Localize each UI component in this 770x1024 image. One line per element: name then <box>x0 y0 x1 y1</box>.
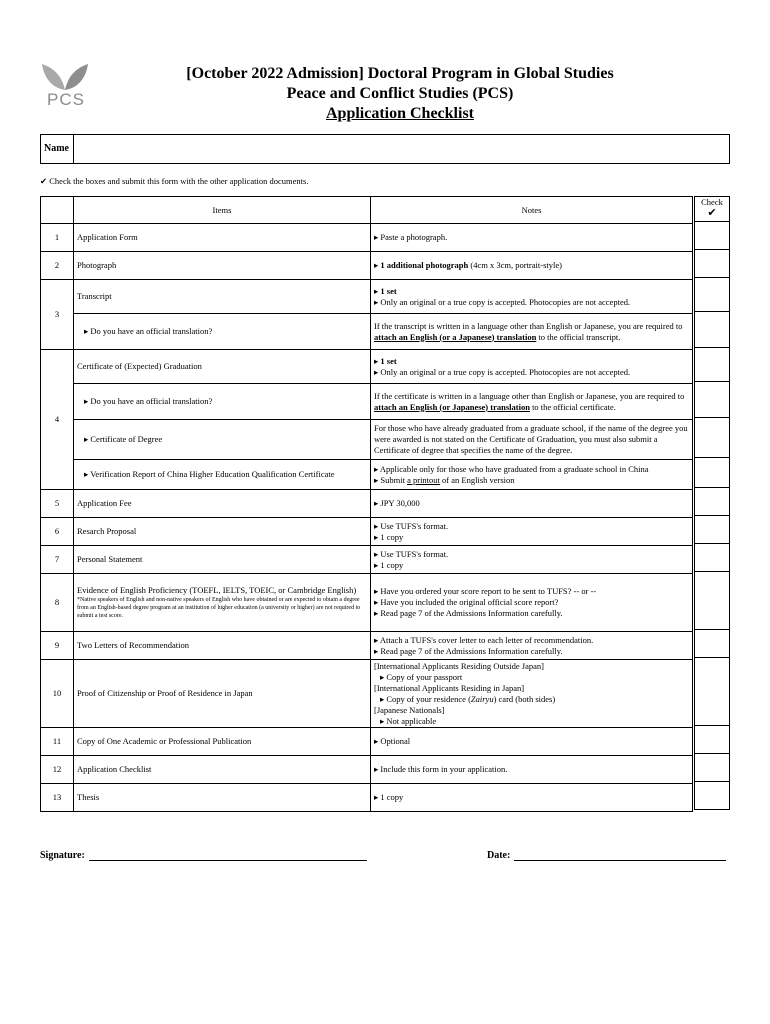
row-item: Resarch Proposal <box>74 518 371 546</box>
signature-field[interactable] <box>40 850 367 861</box>
checkbox-row-12[interactable] <box>694 754 730 782</box>
row-number: 6 <box>41 518 74 546</box>
row-note <box>371 350 693 384</box>
note-line: [International Applicants Residing in Japan] <box>374 682 525 693</box>
row-number: 11 <box>41 728 74 756</box>
table-row <box>41 252 693 280</box>
checkbox-row-13[interactable] <box>694 782 730 810</box>
instruction-text: ✔ Check the boxes and submit this form with the other application documents. <box>40 176 309 186</box>
note-line: ▸ Have you ordered your score report to be sent to TUFS? -- or -- <box>374 586 597 596</box>
table-row <box>41 756 693 784</box>
checkbox-row-9[interactable] <box>694 630 730 658</box>
note-line: ▸ Read page 7 of the Admissions Information carefully. <box>374 608 563 618</box>
table-row <box>41 384 693 420</box>
table-row <box>41 660 693 728</box>
note-rest: (4cm x 3cm, portrait-style) <box>468 260 562 270</box>
name-label: Name <box>41 135 74 163</box>
note-line: ▸ 1 set <box>374 285 397 296</box>
check-column <box>694 196 730 810</box>
note-text: to the official certificate. <box>529 401 616 412</box>
row-subitem: ▸ Verification Report of China Higher Education Qualification Certificate <box>74 460 371 490</box>
note-line: ▸ 1 copy <box>374 559 404 570</box>
row-item <box>74 574 371 632</box>
note-text: of an English version <box>439 474 515 485</box>
row-note <box>371 518 693 546</box>
checklist-table <box>40 196 693 812</box>
item-text: Evidence of English Proficiency (TOEFL, IELTS, TOEIC, or Cambridge English) <box>77 585 357 595</box>
row-note <box>371 546 693 574</box>
row-subitem: ▸ Do you have an official translation? <box>74 384 371 420</box>
row-item: Photograph <box>74 252 371 280</box>
signature-line[interactable] <box>89 851 367 861</box>
checkbox-row-3-translation[interactable] <box>694 312 730 348</box>
note-line <box>374 475 689 486</box>
logo-text: PCS <box>47 90 85 109</box>
checkbox-row-5[interactable] <box>694 488 730 516</box>
row-number: 9 <box>41 632 74 660</box>
checkbox-row-7[interactable] <box>694 544 730 572</box>
title-line-3: Application Checklist <box>325 105 474 122</box>
row-item: Certificate of (Expected) Graduation <box>74 350 371 384</box>
check-header <box>694 196 730 222</box>
note-text: to the official transcript. <box>536 331 621 342</box>
row-note: ▸ Include this form in your application. <box>371 756 693 784</box>
table-row <box>41 728 693 756</box>
name-field[interactable] <box>40 134 730 164</box>
date-field[interactable] <box>487 850 726 861</box>
note-link: a printout <box>407 474 440 485</box>
checkbox-row-4-certificate[interactable] <box>694 348 730 382</box>
table-row <box>41 574 693 632</box>
row-number: 1 <box>41 224 74 252</box>
row-number: 7 <box>41 546 74 574</box>
note-bold: ▸ 1 additional photograph <box>374 260 469 270</box>
title-line-1: [October 2022 Admission] Doctoral Program in Global Studies <box>186 65 614 82</box>
note-line <box>374 694 689 705</box>
row-number: 2 <box>41 252 74 280</box>
table-row <box>41 546 693 574</box>
row-note <box>371 280 693 314</box>
row-number: 8 <box>41 574 74 632</box>
date-line[interactable] <box>514 851 726 861</box>
table-row <box>41 420 693 460</box>
note-link: attach an English (or a Japanese) translation <box>374 331 537 342</box>
header-items: Items <box>74 197 371 224</box>
note-italic: Zairyu <box>470 693 494 704</box>
note-line: ▸ Use TUFS's format. <box>374 520 449 531</box>
table-row <box>41 350 693 384</box>
row-number: 13 <box>41 784 74 812</box>
check-mark-icon: ✔ <box>707 207 717 219</box>
row-note <box>371 660 693 728</box>
row-item: Transcript <box>74 280 371 314</box>
note-link: attach an English (or Japanese) translation <box>374 401 530 412</box>
checkbox-row-10[interactable] <box>694 658 730 726</box>
note-line: [Japanese Nationals] <box>374 704 445 715</box>
checkbox-row-8[interactable] <box>694 572 730 630</box>
date-label: Date: <box>487 850 511 861</box>
row-note <box>371 460 693 490</box>
checkbox-row-4-verification[interactable] <box>694 458 730 488</box>
item-footnote: *Native speakers of English and non-native speakers of English who have obtained or are expected to obtain a degree from an English-based degree program at an institution of higher education (a university or higher) are not required to submit a test score. <box>77 597 361 619</box>
note-line: ▸ Applicable only for those who have graduated from a graduate school in China <box>374 463 649 474</box>
table-row <box>41 490 693 518</box>
note-line: ▸ Use TUFS's format. <box>374 548 449 559</box>
row-note: For those who have already graduated from a graduate school, if the name of the degree you were awarded is not stated on the Certificate of Graduation, you must also submit a Certificate of degree that specifies the name of the degree. <box>371 420 693 460</box>
table-row <box>41 518 693 546</box>
table-row <box>41 784 693 812</box>
row-number: 4 <box>41 350 74 490</box>
note-text: If the certificate is written in a language other than English or Japanese, you are required to <box>374 390 685 401</box>
row-item: Application Fee <box>74 490 371 518</box>
row-item: Application Form <box>74 224 371 252</box>
row-note <box>371 632 693 660</box>
row-note <box>371 252 693 280</box>
table-row <box>41 280 693 314</box>
row-item: Copy of One Academic or Professional Publication <box>74 728 371 756</box>
note-text: ▸ Copy of your residence ( <box>380 693 471 704</box>
row-number: 3 <box>41 280 74 350</box>
check-header-label: Check <box>701 197 723 207</box>
note-text: ) card (both sides) <box>493 693 556 704</box>
table-header-row <box>41 197 693 224</box>
row-item: Personal Statement <box>74 546 371 574</box>
note-line: ▸ Only an original or a true copy is accepted. Photocopies are not accepted. <box>374 296 631 307</box>
title-line-2: Peace and Conflict Studies (PCS) <box>286 85 514 102</box>
row-item: Thesis <box>74 784 371 812</box>
note-line: ▸ Read page 7 of the Admissions Information carefully. <box>374 645 563 656</box>
table-row <box>41 224 693 252</box>
row-note: ▸ JPY 30,000 <box>371 490 693 518</box>
note-line: ▸ Only an original or a true copy is accepted. Photocopies are not accepted. <box>374 366 631 377</box>
note-line: ▸ Have you included the original official score report? <box>374 597 559 607</box>
row-item: Two Letters of Recommendation <box>74 632 371 660</box>
row-number: 5 <box>41 490 74 518</box>
row-subitem: ▸ Certificate of Degree <box>74 420 371 460</box>
checkbox-row-1[interactable] <box>694 222 730 250</box>
note-text: If the transcript is written in a language other than English or Japanese, you are required to <box>374 320 683 331</box>
checkbox-row-4-degree[interactable] <box>694 418 730 458</box>
note-line: [International Applicants Residing Outside Japan] <box>374 660 544 671</box>
note-line: ▸ Attach a TUFS's cover letter to each letter of recommendation. <box>374 634 594 645</box>
page-title <box>110 64 690 124</box>
note-text: ▸ Submit <box>374 474 408 485</box>
row-number: 10 <box>41 660 74 728</box>
table-row <box>41 632 693 660</box>
note-line: ▸ 1 copy <box>374 531 404 542</box>
table-row <box>41 314 693 350</box>
row-note <box>371 574 693 632</box>
row-number: 12 <box>41 756 74 784</box>
checkbox-row-11[interactable] <box>694 726 730 754</box>
note-line: ▸ Copy of your passport <box>380 671 463 682</box>
checkbox-row-3-transcript[interactable] <box>694 278 730 312</box>
table-row <box>41 460 693 490</box>
checkbox-row-4-translation[interactable] <box>694 382 730 418</box>
header-notes: Notes <box>371 197 693 224</box>
header-no <box>41 197 74 224</box>
row-item: Application Checklist <box>74 756 371 784</box>
row-note: ▸ 1 copy <box>371 784 693 812</box>
signature-label: Signature: <box>40 850 85 861</box>
note-line: ▸ 1 set <box>374 355 397 366</box>
row-subitem: ▸ Do you have an official translation? <box>74 314 371 350</box>
row-item: Proof of Citizenship or Proof of Residence in Japan <box>74 660 371 728</box>
checkbox-row-2[interactable] <box>694 250 730 278</box>
checkbox-row-6[interactable] <box>694 516 730 544</box>
row-note: ▸ Optional <box>371 728 693 756</box>
row-note: ▸ Paste a photograph. <box>371 224 693 252</box>
row-note <box>371 384 693 420</box>
row-note <box>371 314 693 350</box>
note-line: ▸ Not applicable <box>380 715 437 726</box>
